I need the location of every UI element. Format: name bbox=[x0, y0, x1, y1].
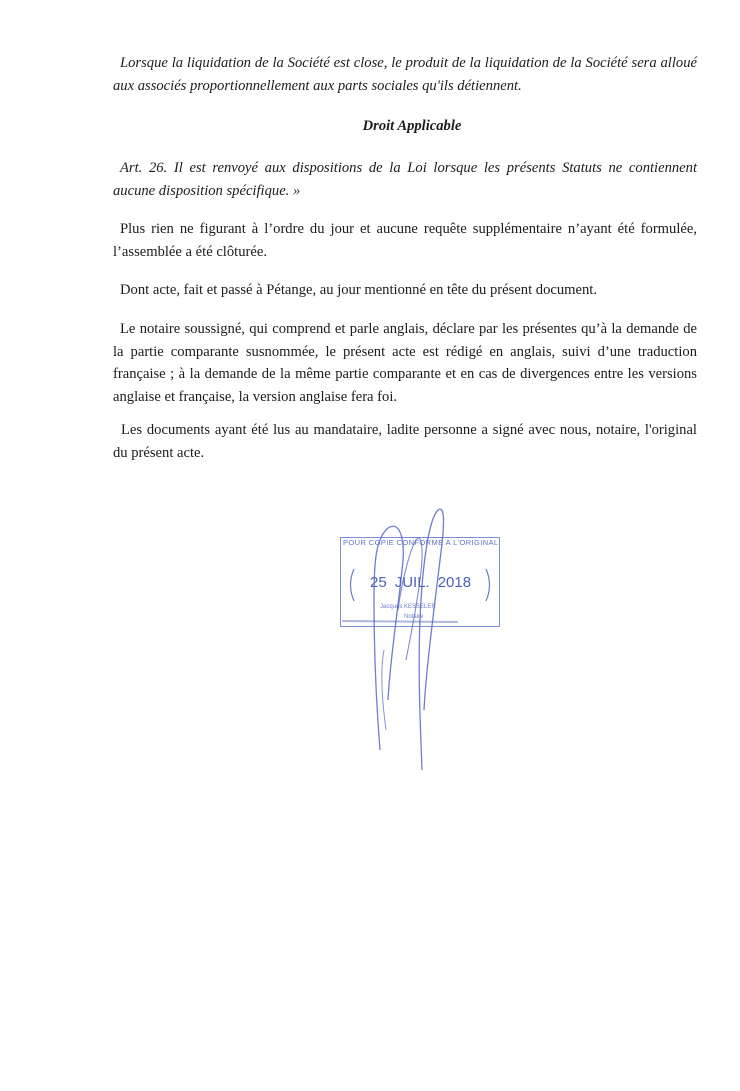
stamp-notary-role: Notaire bbox=[404, 614, 424, 620]
paragraph-notaire: Le notaire soussigné, qui comprend et parle anglais, déclare par les présentes qu’à la demande de la partie comparante susnommée, le présent acte est rédigé en anglais, suivi d’une traduction française ; à la demande de la même partie comparante et en cas de divergences entre les versions anglaise et française, la version anglaise fera foi. bbox=[113, 321, 697, 405]
stamp-notary-name: Jacques KESSELER bbox=[380, 604, 436, 610]
stamp-header: POUR COPIE CONFORME A L'ORIGINAL bbox=[343, 538, 499, 547]
paragraph-documents-lus: Les documents ayant été lus au mandataire, ladite personne a signé avec nous, notaire, l'original du présent acte. bbox=[113, 422, 697, 461]
article-26-label: Art. 26. bbox=[120, 160, 168, 176]
stamp-month: JUIL. bbox=[394, 574, 430, 591]
paragraph-dont-acte: Dont acte, fait et passé à Pétange, au jour mentionné en tête du présent document. bbox=[120, 282, 597, 298]
paragraph-liquidation: Lorsque la liquidation de la Société est close, le produit de la liquidation de la Société sera alloué aux associés proportionnellement aux parts sociales qu'ils détiennent. bbox=[113, 55, 697, 94]
paragraph-ordre-du-jour: Plus rien ne figurant à l’ordre du jour et aucune requête supplémentaire n’ayant été formulée, l’assemblée a été clôturée. bbox=[113, 221, 697, 260]
heading-droit-applicable: Droit Applicable bbox=[362, 118, 462, 134]
handwritten-signature bbox=[340, 500, 460, 780]
article-26-text: Il est renvoyé aux dispositions de la Loi lorsque les présents Statuts ne contiennent aucune disposition spécifique. » bbox=[113, 160, 697, 199]
paragraph-article-26 bbox=[113, 157, 697, 202]
stamp-year: 2018 bbox=[437, 574, 472, 591]
stamp-day: 25 bbox=[370, 574, 387, 591]
